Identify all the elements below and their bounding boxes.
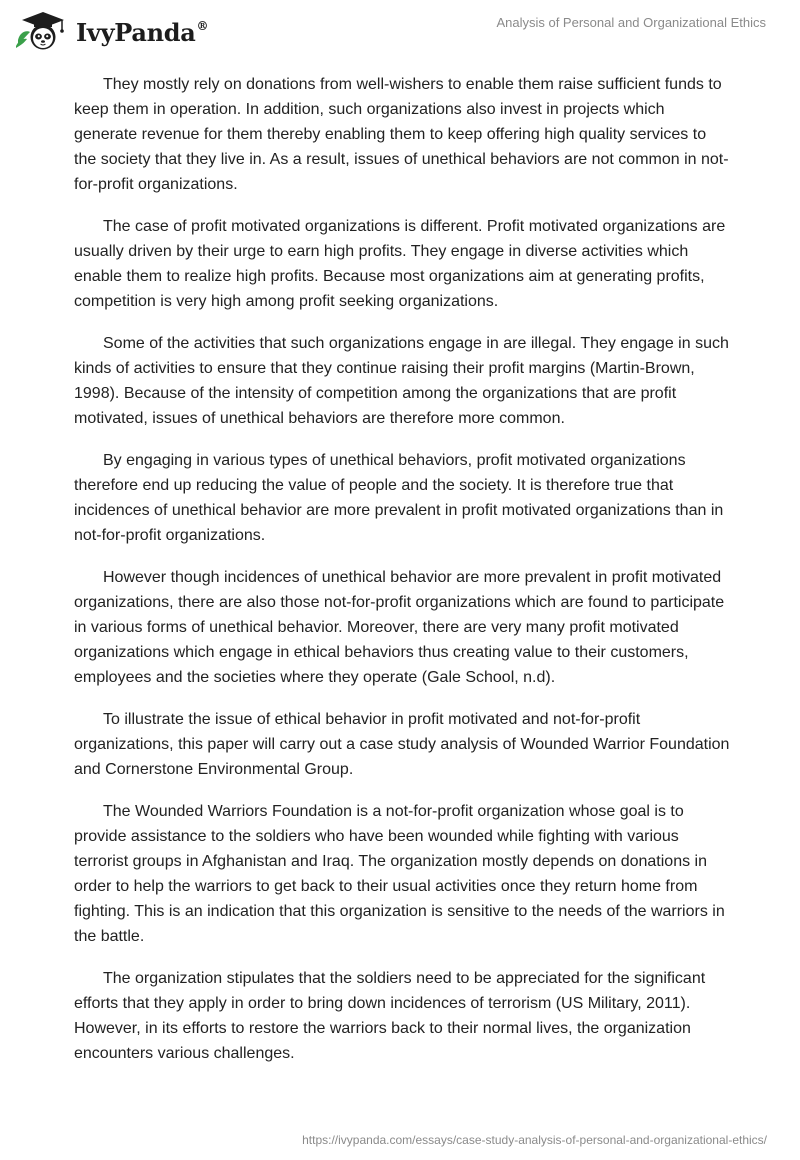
paragraph: The organization stipulates that the soldiers need to be appreciated for the significant efforts that they apply in order to bring down incidences of terrorism (US Military, 2011). However, in its efforts to restore the warriors back to their normal lives, the organization encounters various challenges. <box>74 970 706 1062</box>
paragraph: The case of profit motivated organizations is different. Profit motivated organizations are usually driven by their urge to earn high profits. They engage in diverse activities which enable them to realize high profits. Because most organizations aim at generating profits, competition is very high among profit seeking organizations. <box>74 218 726 310</box>
paragraph: The Wounded Warriors Foundation is a not-for-profit organization whose goal is to provide assistance to the soldiers who have been wounded while fighting with various terrorist groups in Afghanistan and Iraq. The organization mostly depends on donations in order to help the warriors to get back to their usual activities once they return home from fighting. This is an indication that this organization is sensitive to the needs of the warriors in the battle. <box>74 803 725 945</box>
page-header <box>0 0 800 60</box>
ivypanda-logo[interactable] <box>14 10 208 52</box>
paragraph: By engaging in various types of unethical behaviors, profit motivated organizations therefore end up reducing the value of people and the society. It is therefore true that incidences of unethical behavior are more prevalent in profit motivated organizations than in not-for-profit organizations. <box>74 452 724 544</box>
registered-mark: ® <box>196 18 209 33</box>
document-title: Analysis of Personal and Organizational Ethics <box>496 15 766 30</box>
panda-graduate-icon <box>14 10 72 52</box>
paragraph: Some of the activities that such organizations engage in are illegal. They engage in such kinds of activities to ensure that they continue raising their profit margins (Martin-Brown, 1998). Because of the intensity of competition among the organizations that are profit motivated, issues of unethical behaviors are therefore more common. <box>74 335 729 427</box>
paragraph: They mostly rely on donations from well-wishers to enable them raise sufficient funds to keep them in operation. In addition, such organizations also invest in projects which generate revenue for them thereby enabling them to keep offering high quality services to the society that they live in. As a result, issues of unethical behaviors are not common in not-for-profit organizations. <box>74 76 729 193</box>
paragraph: However though incidences of unethical behavior are more prevalent in profit motivated organizations, there are also those not-for-profit organizations which are found to participate in various forms of unethical behavior. Moreover, there are very many profit motivated organizations which engage in ethical behaviors thus creating value to their customers, employees and the societies where they operate (Gale School, n.d). <box>74 569 725 686</box>
brand-name: IvyPanda® <box>76 17 209 47</box>
paragraph: To illustrate the issue of ethical behavior in profit motivated and not-for-profit organizations, this paper will carry out a case study analysis of Wounded Warrior Foundation and Cornerstone Environmental Group. <box>74 711 730 778</box>
source-url-link[interactable]: https://ivypanda.com/essays/case-study-analysis-of-personal-and-organizational-ethics/ <box>302 1133 767 1147</box>
essay-body <box>74 72 730 1083</box>
